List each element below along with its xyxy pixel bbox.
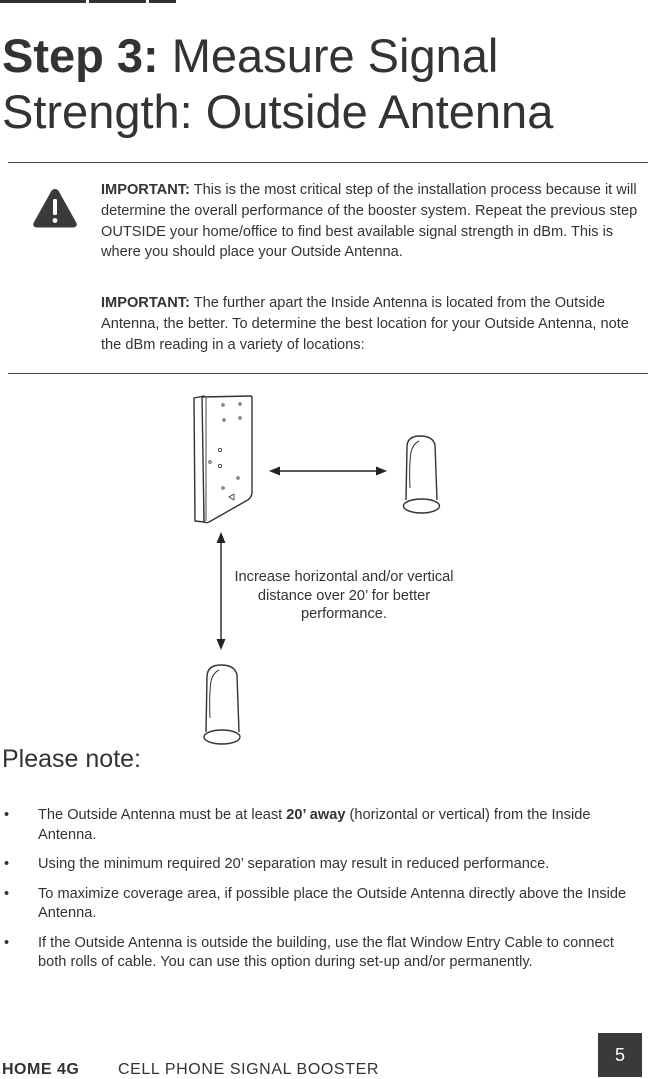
exclamation-triangle-icon: [32, 187, 78, 229]
note-emphasis: 20’ away: [286, 807, 346, 823]
panel-antenna-icon: [194, 396, 252, 523]
double-arrow-icon: [217, 532, 226, 650]
divider-top: [8, 162, 648, 163]
double-arrow-icon: [269, 467, 387, 476]
bullet: •: [4, 885, 10, 902]
important-label: IMPORTANT:: [101, 295, 190, 311]
footer-brand: HOME 4G: [2, 1061, 80, 1078]
notes-list: [0, 806, 648, 983]
note-text: (horizontal or vertical) from the Inside Antenna.: [38, 807, 591, 843]
important-label: IMPORTANT:: [101, 182, 190, 198]
divider-bottom: [8, 373, 648, 374]
notes-heading: Please note:: [2, 745, 141, 773]
list-item: [0, 934, 648, 973]
top-rule: [0, 0, 176, 3]
page-title: [2, 28, 642, 140]
page-number: 5: [598, 1033, 642, 1077]
title-text: Measure Signal Strength: Outside Antenna: [2, 29, 554, 138]
list-item: [0, 885, 648, 924]
important-text: The further apart the Inside Antenna is located from the Outside Antenna, the better. To determine the best location for your Outside Antenna, note the dBm reading in a variety of locations:: [101, 295, 629, 353]
title-step: Step 3:: [2, 29, 159, 82]
dome-antenna-icon: [404, 436, 440, 513]
bullet: •: [4, 807, 10, 823]
important-note-2: [101, 293, 642, 355]
diagram-caption: Increase horizontal and/or vertical distance over 20’ for better performance.: [234, 569, 454, 622]
note-text: Using the minimum required 20’ separation may result in reduced performance.: [38, 856, 550, 872]
footer-subtitle: CELL PHONE SIGNAL BOOSTER: [118, 1061, 379, 1078]
bullet: •: [4, 934, 10, 951]
note-text: The Outside Antenna must be at least: [38, 807, 287, 823]
note-text: If the Outside Antenna is outside the building, use the flat Window Entry Cable to connect both rolls of cable. You can use this option during set-up and/or permanently.: [38, 934, 614, 970]
note-text: To maximize coverage area, if possible place the Outside Antenna directly above the Inside Antenna.: [38, 885, 627, 921]
important-note-1: [101, 180, 642, 263]
important-text: This is the most critical step of the installation process because it will determine the overall performance of the booster system. Repeat the previous step OUTSIDE your home/office to find best available signal strength in dBm. This is where you should place your Outside Antenna.: [101, 182, 638, 261]
bullet: •: [4, 856, 10, 872]
antenna-separation-diagram: [0, 380, 648, 750]
dome-antenna-icon: [204, 665, 240, 744]
list-item: [0, 806, 648, 845]
list-item: [0, 855, 648, 875]
